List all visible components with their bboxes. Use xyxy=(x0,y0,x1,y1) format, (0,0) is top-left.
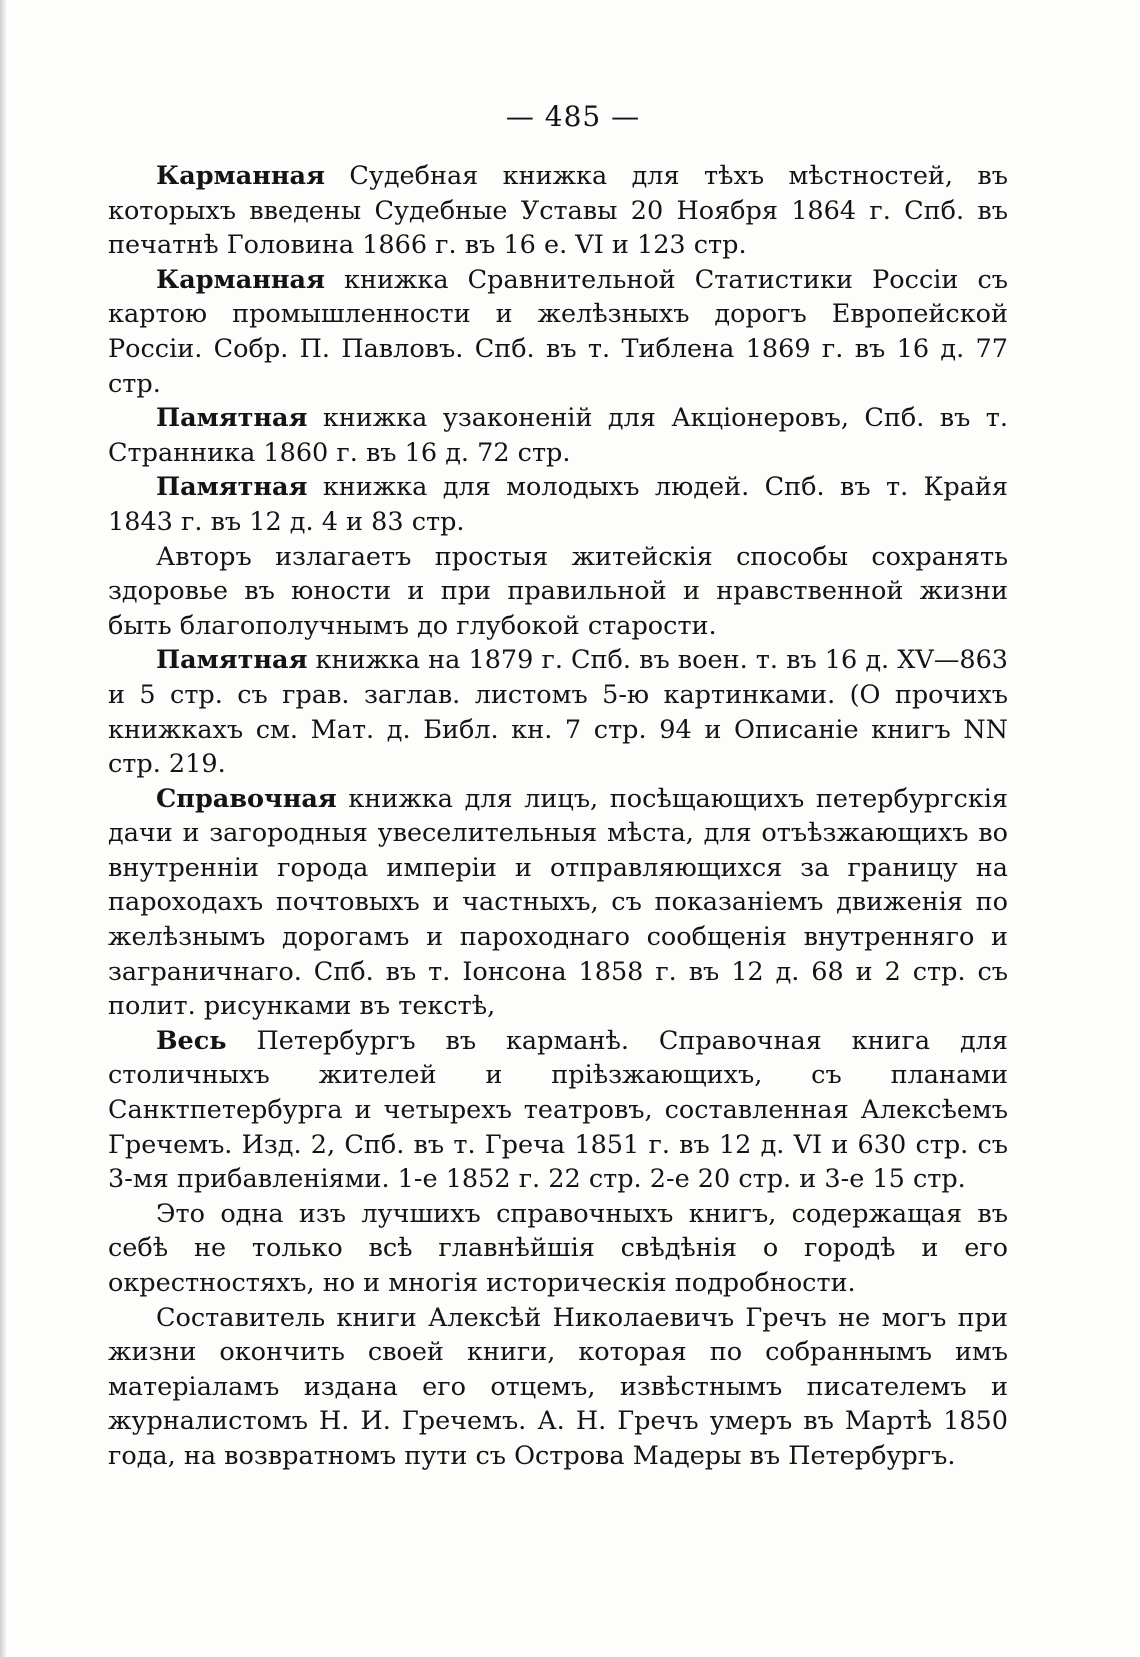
annotation-paragraph xyxy=(108,1197,1008,1301)
entry-text: книжка узаконеній для Акціонеровъ, Спб. въ т. Странника 1860 г. въ 16 д. 72 стр. xyxy=(108,403,1008,468)
entry-text: книжка для лицъ, посѣщающихъ петербургскія дачи и загородныя увеселительныя мѣста, для отъѣзжающихъ во внутренніи города имперіи и отправляющихся за границу на пароходахъ почтовыхъ и частныхъ, съ показаніемъ движенія по желѣзнымъ дорогамъ и пароходнаго сообщенія внутренняго и заграничнаго. Спб. въ т. Іонсона 1858 г. въ 12 д. 68 и 2 стр. съ полит. рисунками въ текстѣ, xyxy=(108,783,1008,1022)
bibliography-entry xyxy=(108,643,1008,781)
entry-keyword: Справочная xyxy=(156,783,337,814)
entry-text: книжка на 1879 г. Спб. въ воен. т. въ 16 д. XV—863 и 5 стр. съ грав. заглав. листомъ 5-ю картинками. (О прочихъ книжкахъ см. Мат. д. Библ. кн. 7 стр. 94 и Описаніе книгъ NN стр. 219. xyxy=(108,645,1009,780)
entry-keyword: Карманная xyxy=(156,264,325,295)
annotation-paragraph xyxy=(108,1301,1008,1474)
entry-keyword: Памятная xyxy=(156,472,308,503)
bibliography-entry xyxy=(108,1024,1008,1197)
scan-edge xyxy=(0,0,6,1657)
book-page xyxy=(108,100,1008,1474)
bibliography-entry xyxy=(108,470,1008,539)
entry-text: Составитель книги Алексѣй Николаевичъ Гречъ не могъ при жизни окончить своей книги, которая по собраннымъ имъ матеріаламъ издана его отцемъ, извѣстнымъ писателемъ и журналистомъ Н. И. Гречемъ. А. Н. Гречъ умеръ въ Мартѣ 1850 года, на возвратномъ пути съ Острова Мадеры въ Петербургъ. xyxy=(108,1302,1008,1471)
entry-text: Это одна изъ лучшихъ справочныхъ книгъ, содержащая въ себѣ не только всѣ главнѣйшія свѣдѣнія о городѣ и его окрестностяхъ, но и многія историческія подробности. xyxy=(108,1198,1008,1298)
entry-text: Авторъ излагаетъ простыя житейскія способы сохранять здоровье въ юности и при правильной и нравственной жизни быть благополучнымъ до глубокой старости. xyxy=(108,541,1008,641)
entry-text: книжка Сравнительной Статистики Россіи съ картою промышленности и желѣзныхъ дорогъ Европейской Россіи. Собр. П. Павловъ. Спб. въ т. Тиблена 1869 г. въ 16 д. 77 стр. xyxy=(108,264,1008,399)
entry-keyword: Памятная xyxy=(156,645,308,676)
entry-keyword: Весь xyxy=(156,1025,227,1056)
bibliography-entry xyxy=(108,159,1008,263)
annotation-paragraph xyxy=(108,540,1008,644)
entry-text: книжка для молодыхъ людей. Спб. въ т. Крайя 1843 г. въ 12 д. 4 и 83 стр. xyxy=(108,472,1008,537)
bibliography-entry xyxy=(108,782,1008,1024)
entry-text: Судебная книжка для тѣхъ мѣстностей, въ которыхъ введены Судебные Уставы 20 Ноября 1864 г. Спб. въ печатнѣ Головина 1866 г. въ 16 е. VI и 123 стр. xyxy=(108,161,1008,261)
entry-keyword: Карманная xyxy=(156,161,325,191)
bibliography-entry xyxy=(108,263,1008,401)
page-number: — 485 — xyxy=(505,100,641,133)
entry-text: Петербургъ въ карманѣ. Справочная книга для столичныхъ жителей и пріѣзжающихъ, съ планами Санктпетербурга и четырехъ театровъ, составленная Алексѣемъ Гречемъ. Изд. 2, Спб. въ т. Греча 1851 г. въ 12 д. VI и 630 стр. съ 3-мя прибавленіями. 1-е 1852 г. 22 стр. 2-е 20 стр. и 3-е 15 стр. xyxy=(108,1025,1008,1195)
entry-keyword: Памятная xyxy=(156,403,308,434)
bibliography-entry xyxy=(108,401,1008,470)
